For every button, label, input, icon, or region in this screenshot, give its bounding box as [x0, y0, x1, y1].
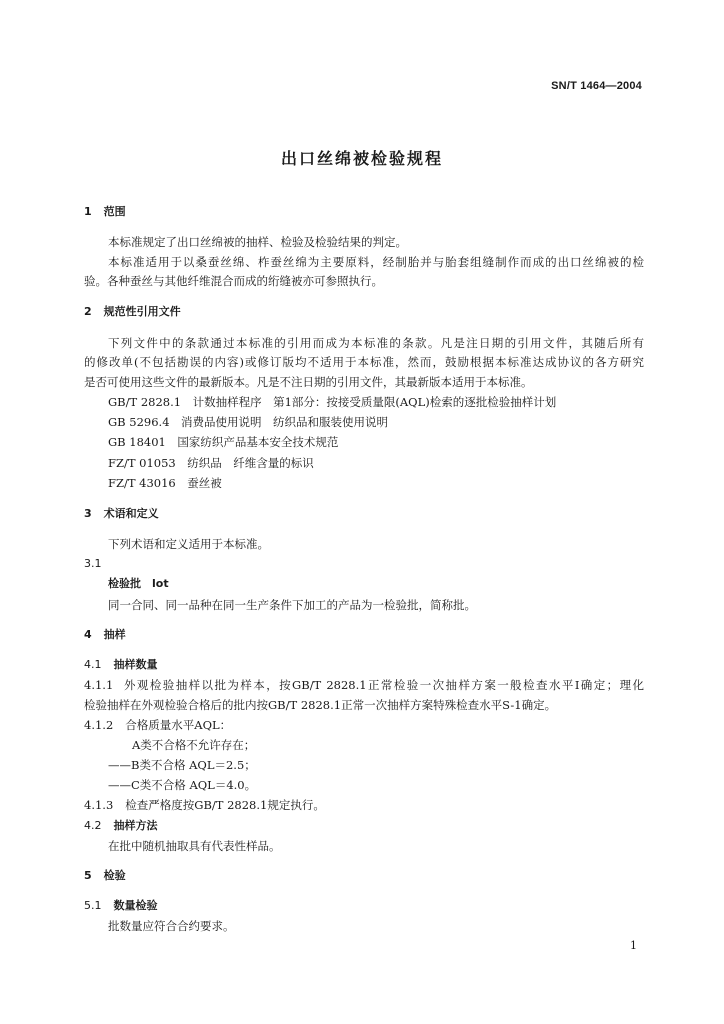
section-title: 抽样 [103, 628, 126, 641]
paragraph-line: 本标准适用于以桑蚕丝绵、柞蚕丝绵为主要原料，经制胎并与胎套组缝制作而成的出口丝绵被的检 [108, 255, 644, 269]
section-number: 5 [84, 869, 92, 882]
section-4-heading [84, 628, 126, 642]
paragraph: 本标准规定了出口丝绵被的抽样、检验及检验结果的判定。 [108, 235, 407, 249]
document-title: 出口丝绵被检验规程 [280, 149, 443, 168]
clause-number: 4.1.3 [84, 798, 114, 812]
paragraph: 在批中随机抽取具有代表性样品。 [108, 839, 281, 853]
aql-item: ——B类不合格 AQL＝2.5； [108, 758, 256, 772]
section-2-heading [84, 305, 181, 319]
paragraph: 下列术语和定义适用于本标准。 [108, 537, 269, 551]
paragraph-line: 的修改单(不包括勘误的内容)或修订版均不适用于本标准，然而，鼓励根据本标准达成协议的各方研究 [84, 355, 644, 369]
reference-item: GB 5296.4 消费品使用说明 纺织品和服装使用说明 [108, 415, 389, 429]
section-3-heading [84, 507, 159, 521]
clause-4-1-3 [84, 798, 325, 812]
reference-item: FZ/T 01053 纺织品 纤维含量的标识 [108, 456, 314, 470]
paragraph-line: 下列文件中的条款通过本标准的引用而成为本标准的条款。凡是注日期的引用文件，其随后所有 [108, 336, 644, 350]
section-title: 范围 [103, 205, 126, 218]
clause-number: 4.1.1 [84, 678, 114, 692]
clause-number: 4.1.2 [84, 718, 114, 732]
clause-text: 检查严格度按GB/T 2828.1规定执行。 [125, 798, 325, 812]
aql-item: ——C类不合格 AQL＝4.0。 [108, 778, 257, 792]
reference-item: GB/T 2828.1 计数抽样程序 第1部分：按接受质量限(AQL)检索的逐批检验抽样计划 [108, 395, 557, 409]
section-title: 检验 [103, 869, 126, 882]
subsection-number: 5.1 [84, 899, 102, 912]
section-5-heading [84, 869, 126, 883]
definition: 同一合同、同一品种在同一生产条件下加工的产品为一检验批，简称批。 [108, 598, 476, 612]
page-number: 1 [630, 939, 637, 952]
paragraph-line: 验。各种蚕丝与其他纤维混合而成的绗缝被亦可参照执行。 [84, 274, 383, 288]
section-1-heading [84, 205, 126, 219]
subsection-5-1-heading [84, 899, 158, 913]
clause-text: 外观检验抽样以批为样本，按GB/T 2828.1正常检验一次抽样方案一般检查水平Ⅰ确定；理化 [124, 678, 644, 692]
subsection-title: 抽样方法 [113, 819, 158, 832]
section-number: 4 [84, 628, 92, 641]
clause-text: 合格质量水平AQL： [125, 718, 232, 732]
section-title: 规范性引用文件 [103, 305, 181, 318]
subsection-number: 4.2 [84, 819, 102, 832]
paragraph-line: 是否可使用这些文件的最新版本。凡是不注日期的引用文件，其最新版本适用于本标准。 [84, 375, 533, 389]
subsection-number: 3.1 [84, 557, 102, 570]
clause-4-1-1-line [84, 678, 644, 692]
subsection-4-2-heading [84, 819, 158, 833]
paragraph: 批数量应符合合约要求。 [108, 919, 235, 933]
section-number: 3 [84, 507, 92, 520]
subsection-4-1-heading [84, 658, 158, 672]
reference-item: FZ/T 43016 蚕丝被 [108, 476, 222, 490]
section-number: 1 [84, 205, 92, 218]
subsection-title: 数量检验 [113, 899, 158, 912]
subsection-title: 抽样数量 [113, 658, 158, 671]
section-title: 术语和定义 [103, 507, 159, 520]
section-number: 2 [84, 305, 92, 318]
subsection-number: 4.1 [84, 658, 102, 671]
reference-item: GB 18401 国家纺织产品基本安全技术规范 [108, 435, 339, 449]
paragraph-line: 检验抽样在外观检验合格后的批内按GB/T 2828.1正常一次抽样方案特殊检查水平S-1确定。 [84, 698, 557, 712]
clause-4-1-2 [84, 718, 231, 732]
aql-item: A类不合格不允许存在； [132, 738, 256, 752]
term: 检验批 lot [108, 577, 169, 590]
standard-code: SN/T 1464—2004 [551, 80, 642, 92]
